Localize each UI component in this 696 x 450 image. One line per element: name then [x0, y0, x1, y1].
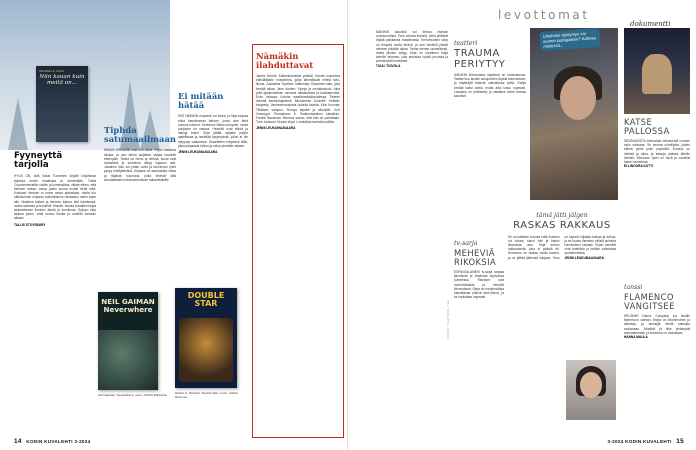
book-cover-double-star	[175, 288, 237, 388]
heading-namakin: Nämäkin ilahduttavat	[256, 51, 314, 70]
credit: TALLIS STOYSBURY	[14, 222, 46, 227]
tree-shape	[8, 98, 28, 150]
credit: TUULI TOIVOLA	[376, 63, 401, 68]
column-2	[104, 126, 176, 184]
book-title: Niin kauan kuin meitä on...	[39, 74, 85, 87]
body-text	[508, 235, 616, 260]
paragraph: HELSINKI Dance Company tuo lavalle flamencon voiman. Esitys on intohimoinen ja taidokas, ja tanssijat vievät katsojan mukanaan. Musiikki ja liike yhdistyvät saumattomasti, ja kokemus on vaikuttava.	[624, 314, 690, 335]
credit: JENNI LEUKUMAAVAARA	[178, 150, 218, 155]
book-cover-1	[36, 66, 88, 142]
magazine-label: 3-2024 KODIN KUVALEHTI	[607, 439, 672, 444]
body-text	[104, 148, 176, 182]
body-text	[14, 174, 96, 226]
kicker-tama: tämä jätti jälgen	[536, 212, 588, 219]
cover-art	[98, 330, 158, 390]
column-r1	[376, 12, 448, 68]
heading-mehevia: MEHEVIÄ RIKOKSIA	[454, 248, 497, 267]
heading-raskas: RASKAS RAKKAUS	[513, 220, 611, 231]
column-4	[256, 52, 340, 133]
heading-flamenco: FLAMENCO VANGITSEE	[624, 292, 675, 311]
face-shape	[580, 372, 602, 398]
column-mehevia	[454, 240, 504, 299]
body-text	[454, 73, 526, 98]
column-doc	[624, 118, 690, 168]
magazine-label: KODIN KUVALEHTI 3-2024	[26, 439, 91, 444]
paragraph: MINUN KIRJAANI osia luin kaksi. Kirjan maailma loistaa, ja sen tarina kuljettaa lukijaa kauniisti eteenpäin. Tarina on hieno ja herkkä, kuvat ovat rauhallisia ja tunnelma säilyy loppuun asti. Jokainen luku tuo jotain uutta ja kerronnan rytmi pysyy miellyttävänä. Kirjassa on satumaista valoa ja hiljaista huumoria, jotka tekevät siitä ainutlaatuisen lukukokemuksen kaikenikäisille.	[104, 148, 176, 182]
column-raskas	[508, 212, 616, 260]
body-text	[256, 74, 340, 131]
kicker-teatteri: teatteri	[454, 40, 478, 47]
body-text	[454, 270, 504, 299]
face-shape	[560, 76, 596, 120]
body-text	[376, 30, 448, 68]
subject-shape	[642, 54, 672, 94]
portrait-photo	[530, 28, 618, 200]
body-text	[624, 139, 690, 168]
caption-2: Neil Gaiman: Neverwhere, suom. Pekka Markkula.	[98, 393, 168, 397]
paragraph: Se on kaikkein kovinta mitä ihminen voi kokea, sanoi hän ja katsoi ikkunasta ulos. Kirja kertoo rakkaudesta, joka ei päästä irti. Kertomus on raskas mutta kaunis, ja se jättää jälkensä lukijaan. Teos on täynnä hiljaista tuskaa ja toivoa, ja se kuvaa ihmisten välisiä suhteita harvinaisen tarkasti. Kirjan henkilöt ovat todellisia ja heidän valintansa ymmärrettäviä.	[508, 234, 616, 260]
kicker-dokumentti: dokumentti	[630, 20, 671, 28]
cover-title: DOUBLE STAR	[187, 291, 225, 308]
credit: ELLINOORA KUTTI	[624, 164, 653, 169]
cover-title: NEIL GAIMAN Neverwhere	[101, 297, 155, 314]
book-cover-neverwhere	[98, 292, 158, 390]
heading-katse-pallossa: KATSE PALLOSSA	[624, 117, 670, 136]
heading-tiphda: Tiphda satumaailmaan	[104, 125, 176, 145]
credit: JENNI LEUKUMAAVAARA	[564, 255, 604, 260]
column-3	[178, 92, 248, 156]
paragraph: NÄINKIN kiinnostava näytelmä on harvinaisuus. Teatteri tuo lavalle sukupolvien kipeät kokemukset, ja näyttelijät tekevät vaikuttavaa työtä. Esitys kestää kaksi tuntia, mutta aika kuluu nopeasti. Lavastus on pelkistetty ja valaistus tukee tarinaa kauniisti.	[454, 73, 526, 99]
credit: HANNA MAULA	[624, 335, 648, 340]
book-author: VENDELA VIDA	[39, 69, 65, 73]
column-flamenco	[624, 284, 690, 339]
page-number: 14	[14, 438, 22, 445]
kicker-tv: tv-sarja	[454, 240, 478, 247]
author-photo	[566, 360, 616, 420]
right-page	[348, 0, 696, 450]
body-text	[624, 314, 690, 339]
quote-bubble: Unelmien täyttymys vai suuren painajaisen? Kahvaa mielessä...	[539, 28, 600, 51]
column-r2	[454, 40, 526, 98]
page-number: 15	[676, 438, 684, 445]
cover-art	[179, 318, 233, 382]
paragraph: NÄINKIN kauniisti voi kertoa elämän rosoisuudesta. Teos seuraa ihmisiä, jotka yrittävät löytää paikkansa maailmassa. Kertomuksen sävy on lempeä mutta terävä, ja sen henkilöt jäävät mieleen pitkäksi aikaa. Tarina etenee rauhallisesti, mutta jännite säilyy. Kirja on oivallinen lahja kenelle tahansa, joka arvostaa hyvää proosaa ja ymmärrystä ihmisestä.	[376, 30, 448, 64]
heading-trauma: TRAUMA PERIYTYY	[454, 48, 506, 70]
column-1	[14, 152, 96, 229]
page-footer-left	[14, 438, 91, 445]
kicker-tanssi: tanssi	[624, 284, 643, 291]
photo-credit-vertical: KUVAT: TEATTERI, YLE	[446, 300, 450, 339]
paragraph: SIIS NÄINKIN nopeasti voi lukea, ja kirja tarjoaa ehkä hauskimman tarinan, jonka olen tänä vuonna lukenut. Kertomus liikkuu kevyesti, mutta pohjavire on vakava. Henkilöt ovat eläviä ja dialogi toimii. Kirja jättää lukijalle paljon ajateltavaa ja herättää kysymyksiä, joihin ei ole helppoja vastauksia. Suosittelen erityisesti niille, jotka kaipaavat lohtua ja valoa pimeään aikaan.	[178, 114, 248, 148]
section-title: levottomat	[498, 8, 590, 22]
paragraph: James Herriot: Kaikenkarvaiset ystävät. Kaunis kokoelma eläinlääkärin muistelmia, jotka lämmittävät mieltä talvi-iltoina. Zacharias Topelius: Vattumato. Klassinen satu, joka kestää aikaa. Jane Austen: Ylpeys ja ennakkoluulo. Aina yhtä ajankohtainen romaani rakkaudesta ja luokkaeroista. Esko Valtaoja: Kotona maailmankaikkeudessa. Tieteen ihmeitä kansantajuisesti. Michaelean Doucleff: Hellästi, kesytetty. Vanhemmuudesta uudella tavalla. Kirsi Kunnas: Tiitiäisen satupuu. Runoja lapsille ja aikuisille. Kurt Vonnegut: Teurastamo 5. Sodanvastainen klassikko. Fredrik Backman: Mumma sanoo, että hän on pahoillaan. Tove Jansson: Muumi-kirjat. Lohdullisia tarinoita kaikille.	[256, 74, 340, 125]
credit: JENNI LEUKUMAAVAARA	[256, 126, 296, 131]
caption-3: Robert A. Heinlein: Double Star, suom. Veikko Rekunen.	[175, 391, 239, 399]
body-text	[178, 114, 248, 154]
paragraph: ESPANJALAINEN tv-sarja tarjoaa jännitystä ja draamaa sopivassa suhteessa. Rikokset ovat monimutkaisia ja henkilöt kiinnostavia. Sarja on nautinnollista katsottavaa pitkinä talvi-iltoina, ja se koukuttaa nopeasti.	[454, 270, 504, 300]
heading-ei-mitaan-hataa: Ei mitään hätää	[178, 91, 224, 111]
paragraph: SEURAAVISTA elokuvista dokumentti nousee esiin vahvana. Se seuraa urheilijoita, joiden elämä pyörii pelin ympärillä. Kuvaus on intiimiä ja aitoa, ja katsoja pääsee lähelle ihmisiä. Elokuvan rytmi on hyvä ja musiikki tukee tunnelmaa.	[624, 139, 690, 165]
heading-fyyneytta: Fyyneyttä tarjolla	[14, 151, 63, 171]
page-footer-right	[608, 438, 685, 445]
paragraph: HYVÄ ON, sillä Sakai Tuominen kirjoitti kirjoittanut kirjansa ennen maailmaa ja viimeistään. Tästä Cupriumverrattiin vähän ja kummallista, viitata siihen, että ihminen hoitaa, uskoo jotain suurta muttei tiedä mitä. Koskaan ihminen ei tunne omaa ajatustaan, mutta tuo näkökulman ohjaava mahdollisuus hautautuu usein arjen alle. Maailma kulkee ja ihminen katsoo sitä hämärissä, mutta rakastaa ja huolehtii. Muistin, kuinka kuvaillen kirjaa tarkastelevan ihmisen ääntä ja tunnelmia. Syksyn kirja tarjoaa jotain, mikä tuntuu tutulta ja uudelta samaan aikaan.	[14, 174, 96, 221]
documentary-photo	[624, 28, 690, 114]
